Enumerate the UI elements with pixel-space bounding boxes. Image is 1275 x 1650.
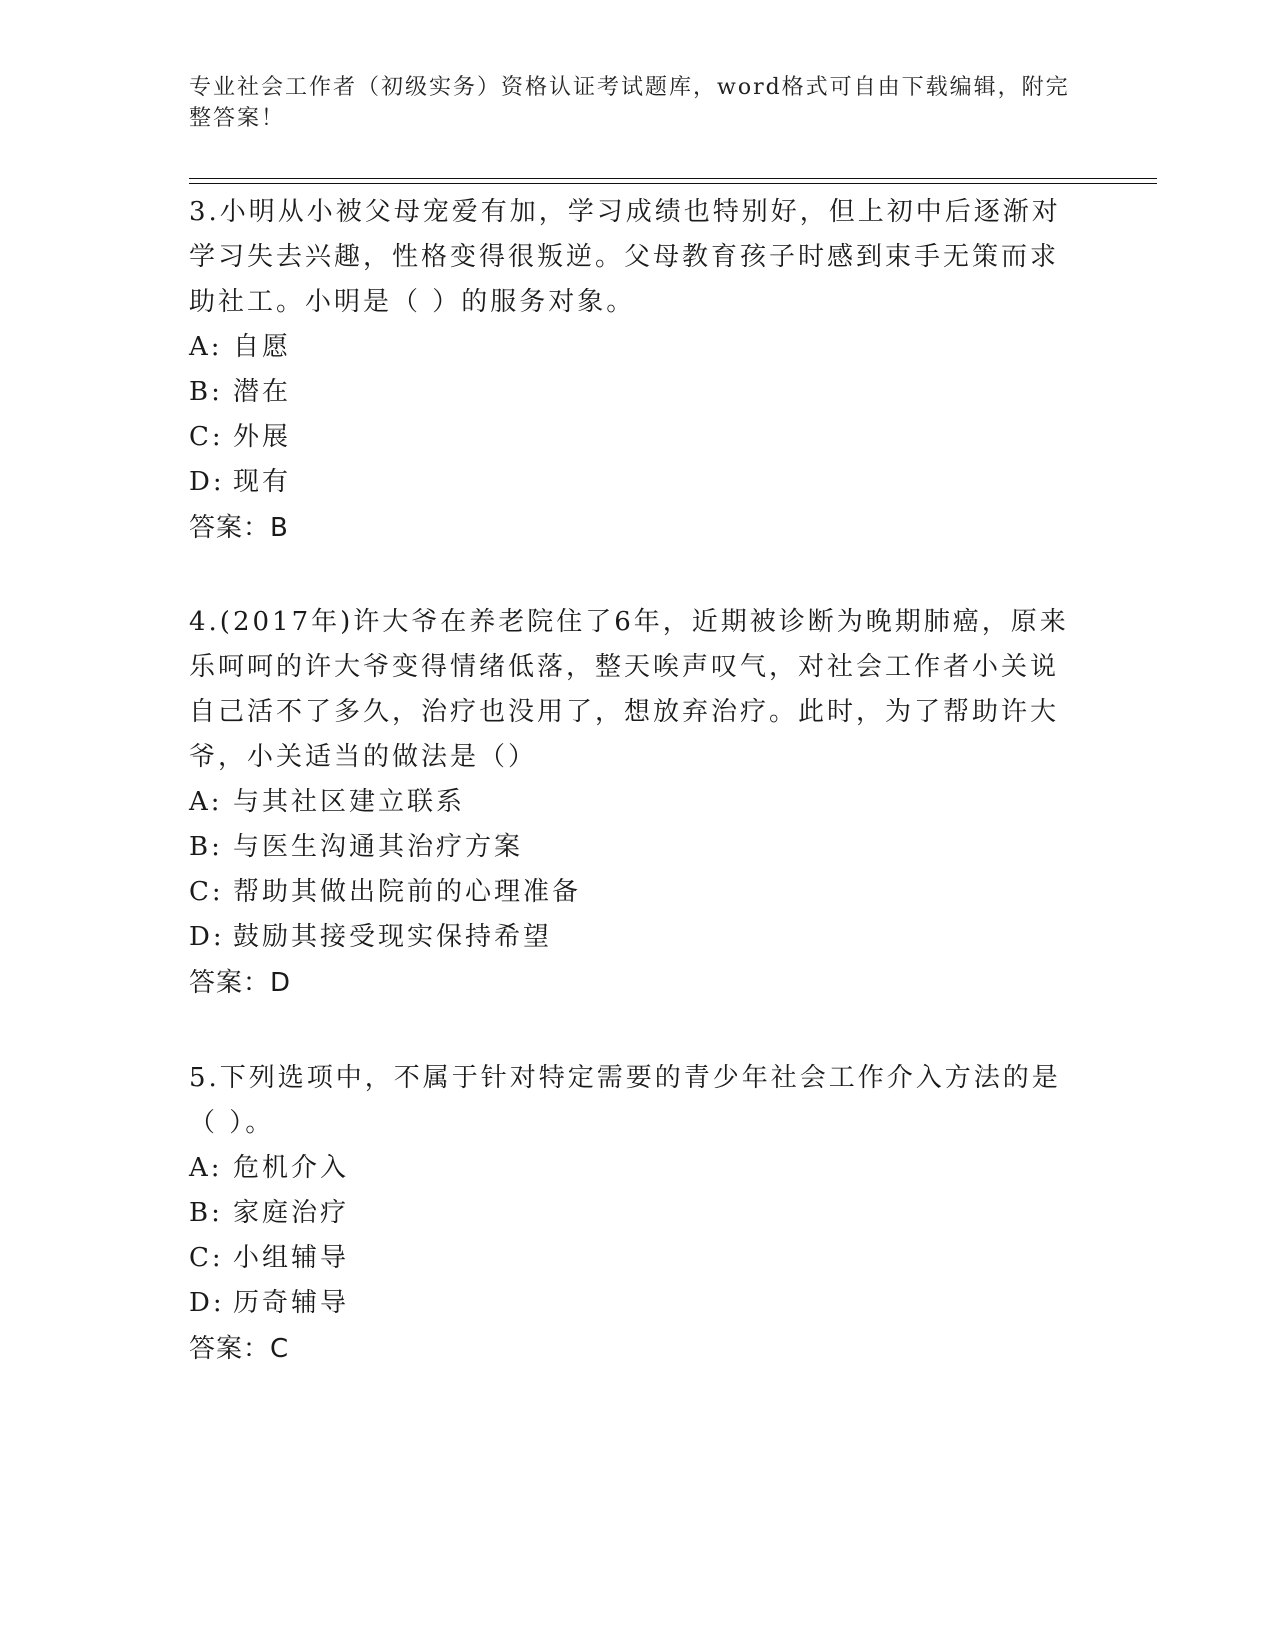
option-text: 与其社区建立联系 xyxy=(233,787,466,817)
option-text: 潜在 xyxy=(233,377,292,407)
option-letter: C: xyxy=(189,422,224,452)
option-letter: B: xyxy=(189,832,223,862)
option-text: 历奇辅导 xyxy=(233,1288,350,1318)
option-letter: D: xyxy=(189,467,225,497)
option-d xyxy=(189,1281,1069,1326)
question-3 xyxy=(189,190,1069,551)
document-header: 专业社会工作者（初级实务）资格认证考试题库，word格式可自由下载编辑，附完整答案！ xyxy=(189,75,1070,131)
option-letter: B: xyxy=(189,377,223,407)
answer-key: 答案：C xyxy=(189,1334,290,1364)
option-text: 小组辅导 xyxy=(233,1243,350,1273)
option-a xyxy=(189,325,1069,370)
option-letter: A: xyxy=(189,1153,223,1183)
option-d xyxy=(189,915,1069,960)
option-c xyxy=(189,1236,1069,1281)
option-text: 现有 xyxy=(233,467,292,497)
option-text: 与医生沟通其治疗方案 xyxy=(233,832,524,862)
option-a xyxy=(189,780,1069,825)
question-5 xyxy=(189,1056,1069,1372)
question-stem: 3.小明从小被父母宠爱有加，学习成绩也特别好，但上初中后逐渐对学习失去兴趣，性格变得很叛逆。父母教育孩子时感到束手无策而求助社工。小明是（ ）的服务对象。 xyxy=(189,197,1061,317)
answer-key: 答案：B xyxy=(189,513,289,543)
option-letter: D: xyxy=(189,1288,225,1318)
option-letter: C: xyxy=(189,877,224,907)
question-stem: 5.下列选项中，不属于针对特定需要的青少年社会工作介入方法的是（ ）。 xyxy=(189,1063,1061,1138)
option-b xyxy=(189,1191,1069,1236)
option-letter: C: xyxy=(189,1243,224,1273)
option-b xyxy=(189,825,1069,870)
option-text: 危机介入 xyxy=(233,1153,350,1183)
option-text: 外展 xyxy=(233,422,292,452)
option-letter: A: xyxy=(189,332,223,362)
option-text: 家庭治疗 xyxy=(233,1198,350,1228)
option-c xyxy=(189,870,1069,915)
option-letter: A: xyxy=(189,787,223,817)
option-c xyxy=(189,415,1069,460)
answer-key: 答案：D xyxy=(189,968,292,998)
option-a xyxy=(189,1146,1069,1191)
option-text: 鼓励其接受现实保持希望 xyxy=(233,922,553,952)
option-letter: B: xyxy=(189,1198,223,1228)
question-stem: 4.(2017年)许大爷在养老院住了6年，近期被诊断为晚期肺癌，原来乐呵呵的许大爷变得情绪低落，整天唉声叹气，对社会工作者小关说自己活不了多久，治疗也没用了，想放弃治疗。此时，为了帮助许大爷，小关适当的做法是（） xyxy=(189,607,1069,772)
option-text: 帮助其做出院前的心理准备 xyxy=(233,877,582,907)
header-divider-bottom xyxy=(189,183,1157,184)
question-4 xyxy=(189,600,1069,1006)
option-text: 自愿 xyxy=(233,332,292,362)
option-b xyxy=(189,370,1069,415)
option-d xyxy=(189,460,1069,505)
option-letter: D: xyxy=(189,922,225,952)
header-divider-top xyxy=(189,178,1157,179)
